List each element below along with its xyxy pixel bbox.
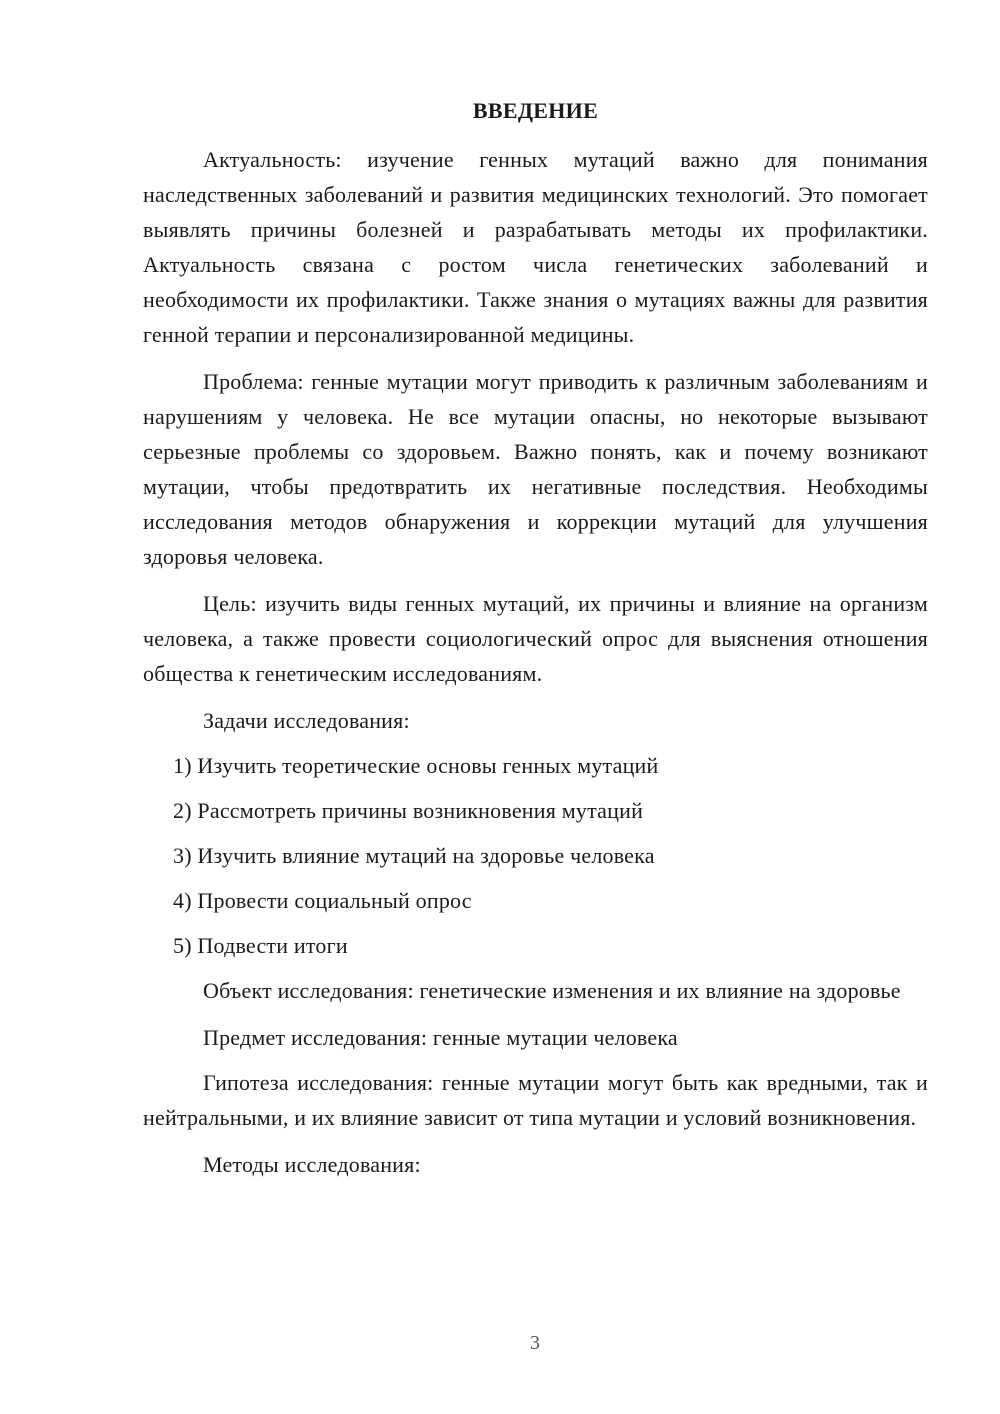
task-item: 1) Изучить теоретические основы генных мутаций (173, 753, 659, 778)
hypothesis-paragraph: Гипотеза исследования: генные мутации могут быть как вредными, так и нейтральными, и их влияние зависит от типа мутации и условий возникновения. (143, 1070, 928, 1130)
document-page (143, 96, 928, 1192)
task-item: 3) Изучить влияние мутаций на здоровье человека (173, 843, 655, 868)
problem-paragraph: Проблема: генные мутации могут приводить к различным заболеваниям и нарушениям у человека. Не все мутации опасны, но некоторые вызывают серьезные проблемы со здоровьем. Важно понять, как и почему возникают мутации, чтобы предотвратить их негативные последствия. Необходимы исследования методов обнаружения и коррекции мутаций для улучшения здоровья человека. (143, 369, 928, 569)
tasks-list (143, 748, 928, 963)
page-number: 3 (530, 1332, 540, 1354)
methods-heading: Методы исследования: (203, 1152, 421, 1177)
task-item: 4) Провести социальный опрос (173, 888, 472, 913)
subject-paragraph: Предмет исследования: генные мутации человека (203, 1025, 678, 1050)
relevance-paragraph: Актуальность: изучение генных мутаций важно для понимания наследственных заболеваний и развития медицинских технологий. Это помогает выявлять причины болезней и разрабатывать методы их профилактики. Актуальность связана с ростом числа генетических заболеваний и необходимости их профилактики. Также знания о мутациях важны для развития генной терапии и персонализированной медицины. (143, 147, 928, 347)
task-item: 2) Рассмотреть причины возникновения мутаций (173, 798, 644, 823)
object-paragraph: Объект исследования: генетические изменения и их влияние на здоровье (203, 978, 901, 1003)
section-heading: ВВЕДЕНИЕ (472, 98, 599, 123)
tasks-heading: Задачи исследования: (203, 708, 410, 733)
goal-paragraph: Цель: изучить виды генных мутаций, их причины и влияние на организм человека, а также провести социологический опрос для выяснения отношения общества к генетическим исследованиям. (143, 591, 928, 686)
task-item: 5) Подвести итоги (173, 933, 348, 958)
